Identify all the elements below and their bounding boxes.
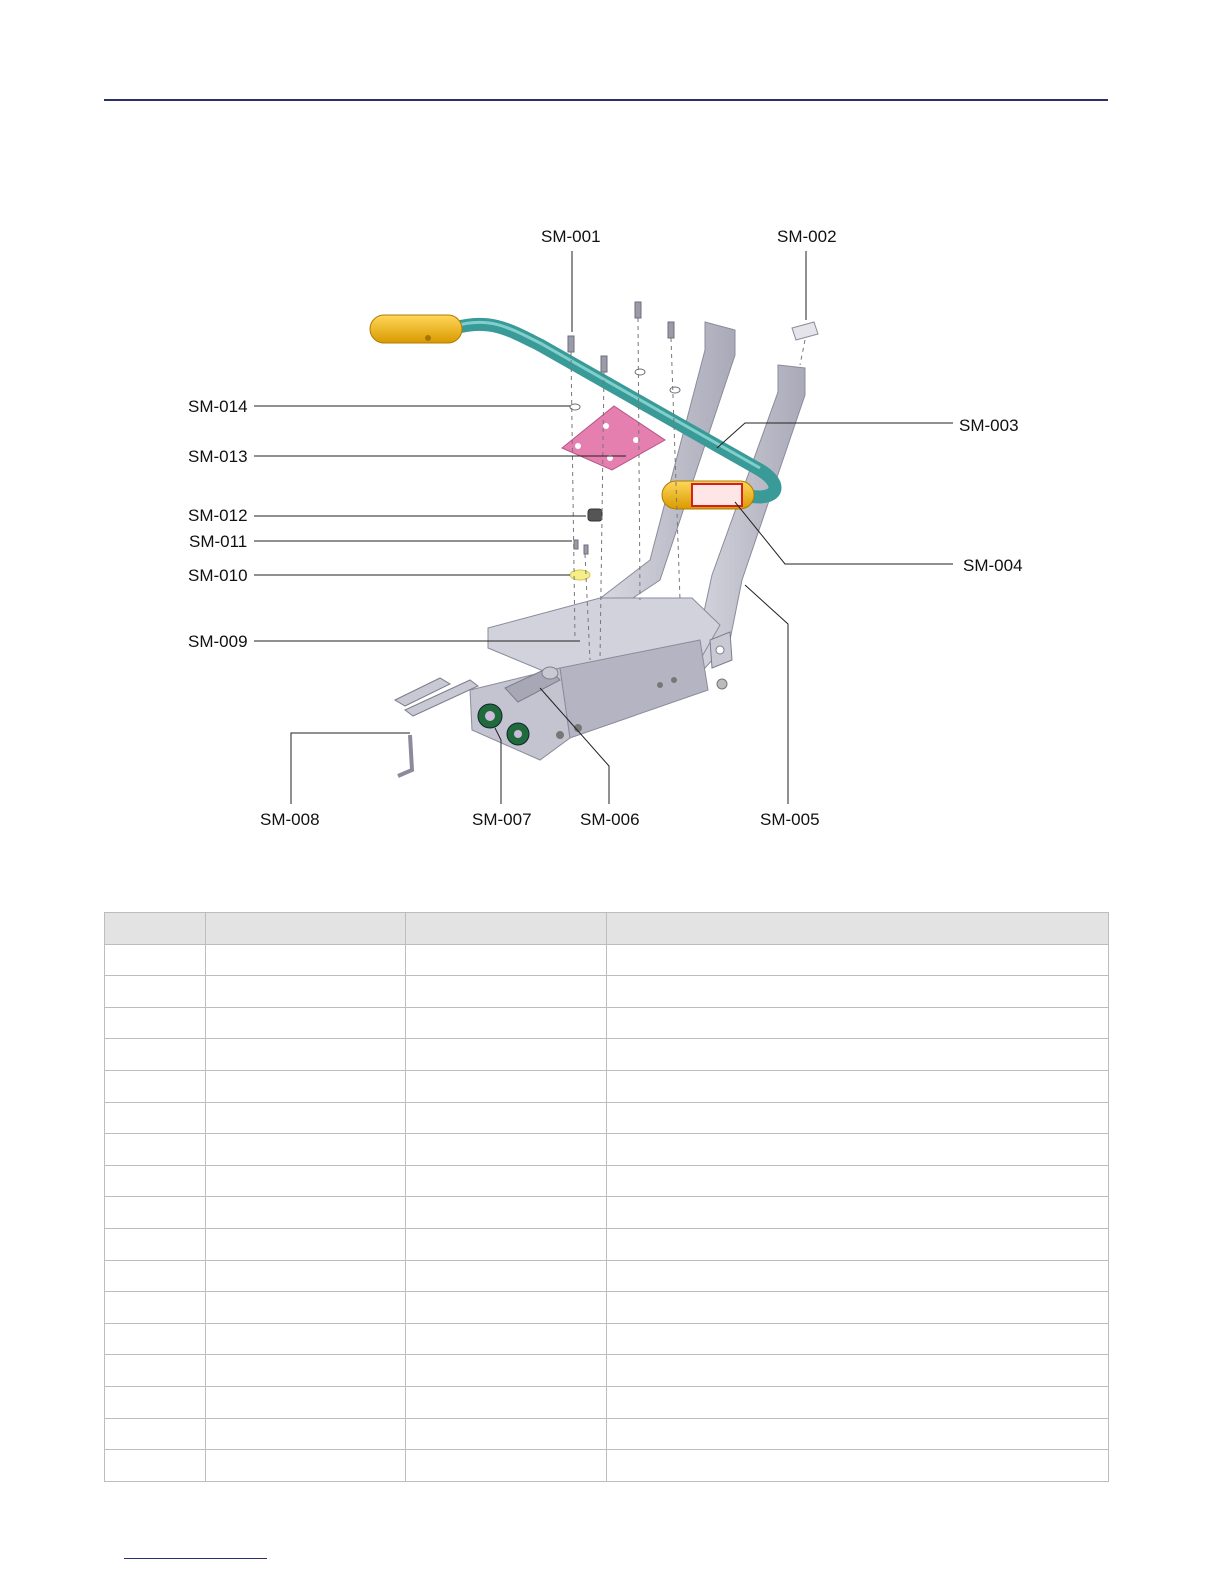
table-cell (105, 1418, 206, 1450)
callout-sm-001: SM-001 (541, 227, 601, 246)
table-row (105, 1386, 1109, 1418)
callout-sm-004: SM-004 (963, 556, 1023, 575)
mounting-plate-pink (562, 406, 665, 470)
table-cell (406, 1039, 607, 1071)
table-row (105, 1450, 1109, 1482)
callout-sm-007: SM-007 (472, 810, 532, 829)
table-cell (406, 1355, 607, 1387)
table-cell (206, 1450, 406, 1482)
table-cell (105, 1355, 206, 1387)
table-row (105, 944, 1109, 976)
table-cell (206, 1070, 406, 1102)
table-cell (206, 1418, 406, 1450)
table-cell (607, 976, 1109, 1008)
table-header-cell (607, 913, 1109, 945)
table-cell (105, 1292, 206, 1324)
table-cell (105, 1007, 206, 1039)
table-cell (406, 1323, 607, 1355)
table-cell (206, 1134, 406, 1166)
end-cap-part (792, 322, 818, 340)
table-cell (206, 1323, 406, 1355)
table-cell (607, 1386, 1109, 1418)
callout-sm-005: SM-005 (760, 810, 820, 829)
table-row (105, 1007, 1109, 1039)
table-cell (607, 1323, 1109, 1355)
table-body (105, 944, 1109, 1481)
table-cell (607, 1007, 1109, 1039)
callout-sm-006: SM-006 (580, 810, 640, 829)
callout-sm-014: SM-014 (188, 397, 248, 416)
table-row (105, 1228, 1109, 1260)
table-row (105, 976, 1109, 1008)
table-cell (406, 1386, 607, 1418)
table-cell (105, 1039, 206, 1071)
table-cell (206, 976, 406, 1008)
table-cell (105, 1450, 206, 1482)
table-cell (105, 1323, 206, 1355)
parts-table (104, 912, 1109, 1482)
table-cell (406, 1197, 607, 1229)
table-row (105, 1292, 1109, 1324)
table-row (105, 1070, 1109, 1102)
table-cell (105, 1197, 206, 1229)
table-cell (206, 1355, 406, 1387)
bracket-part (395, 678, 478, 776)
table-cell (406, 1450, 607, 1482)
table-cell (406, 1260, 607, 1292)
table-cell (105, 1260, 206, 1292)
table-cell (105, 1070, 206, 1102)
table-cell (607, 1102, 1109, 1134)
table-cell (206, 1228, 406, 1260)
table-cell (105, 1386, 206, 1418)
table-cell (206, 1292, 406, 1324)
table-cell (607, 1260, 1109, 1292)
table-cell (206, 1260, 406, 1292)
table-cell (607, 944, 1109, 976)
table-cell (206, 1165, 406, 1197)
grip-left (370, 315, 462, 343)
table-cell (406, 1007, 607, 1039)
table-cell (406, 1070, 607, 1102)
table-cell (607, 1039, 1109, 1071)
table-row (105, 1134, 1109, 1166)
table-cell (206, 1197, 406, 1229)
table-cell (607, 1418, 1109, 1450)
side-plate-part (710, 632, 732, 689)
table-row (105, 1197, 1109, 1229)
table-cell (105, 1134, 206, 1166)
table-header-cell (105, 913, 206, 945)
table-cell (607, 1228, 1109, 1260)
callout-sm-012: SM-012 (188, 506, 248, 525)
table-cell (105, 976, 206, 1008)
table-cell (607, 1197, 1109, 1229)
table-header-row (105, 913, 1109, 945)
table-cell (206, 1386, 406, 1418)
table-cell (105, 1102, 206, 1134)
footer-rule (124, 1558, 267, 1559)
table-cell (607, 1292, 1109, 1324)
table-cell (206, 1039, 406, 1071)
callout-sm-002: SM-002 (777, 227, 837, 246)
table-row (105, 1418, 1109, 1450)
table-header-cell (206, 913, 406, 945)
table-cell (607, 1355, 1109, 1387)
table-cell (406, 1134, 607, 1166)
callout-sm-011: SM-011 (189, 532, 248, 551)
table-cell (607, 1134, 1109, 1166)
table-cell (105, 1228, 206, 1260)
callout-sm-003: SM-003 (959, 416, 1019, 435)
table-cell (206, 944, 406, 976)
table-row (105, 1102, 1109, 1134)
table-row (105, 1323, 1109, 1355)
table-cell (406, 1102, 607, 1134)
callout-sm-009: SM-009 (188, 632, 248, 651)
table-header-cell (406, 913, 607, 945)
table-cell (607, 1070, 1109, 1102)
table-row (105, 1165, 1109, 1197)
table-row (105, 1355, 1109, 1387)
table-cell (406, 1165, 607, 1197)
callout-sm-013: SM-013 (188, 447, 248, 466)
table-cell (607, 1450, 1109, 1482)
table-row (105, 1039, 1109, 1071)
table-cell (406, 1292, 607, 1324)
table-cell (406, 1228, 607, 1260)
table-cell (406, 1418, 607, 1450)
table-cell (105, 1165, 206, 1197)
callout-sm-008: SM-008 (260, 810, 320, 829)
table-cell (206, 1102, 406, 1134)
callout-sm-010: SM-010 (188, 566, 248, 585)
table-cell (406, 976, 607, 1008)
table-cell (607, 1165, 1109, 1197)
table-cell (406, 944, 607, 976)
table-row (105, 1260, 1109, 1292)
table-cell (206, 1007, 406, 1039)
table-cell (105, 944, 206, 976)
